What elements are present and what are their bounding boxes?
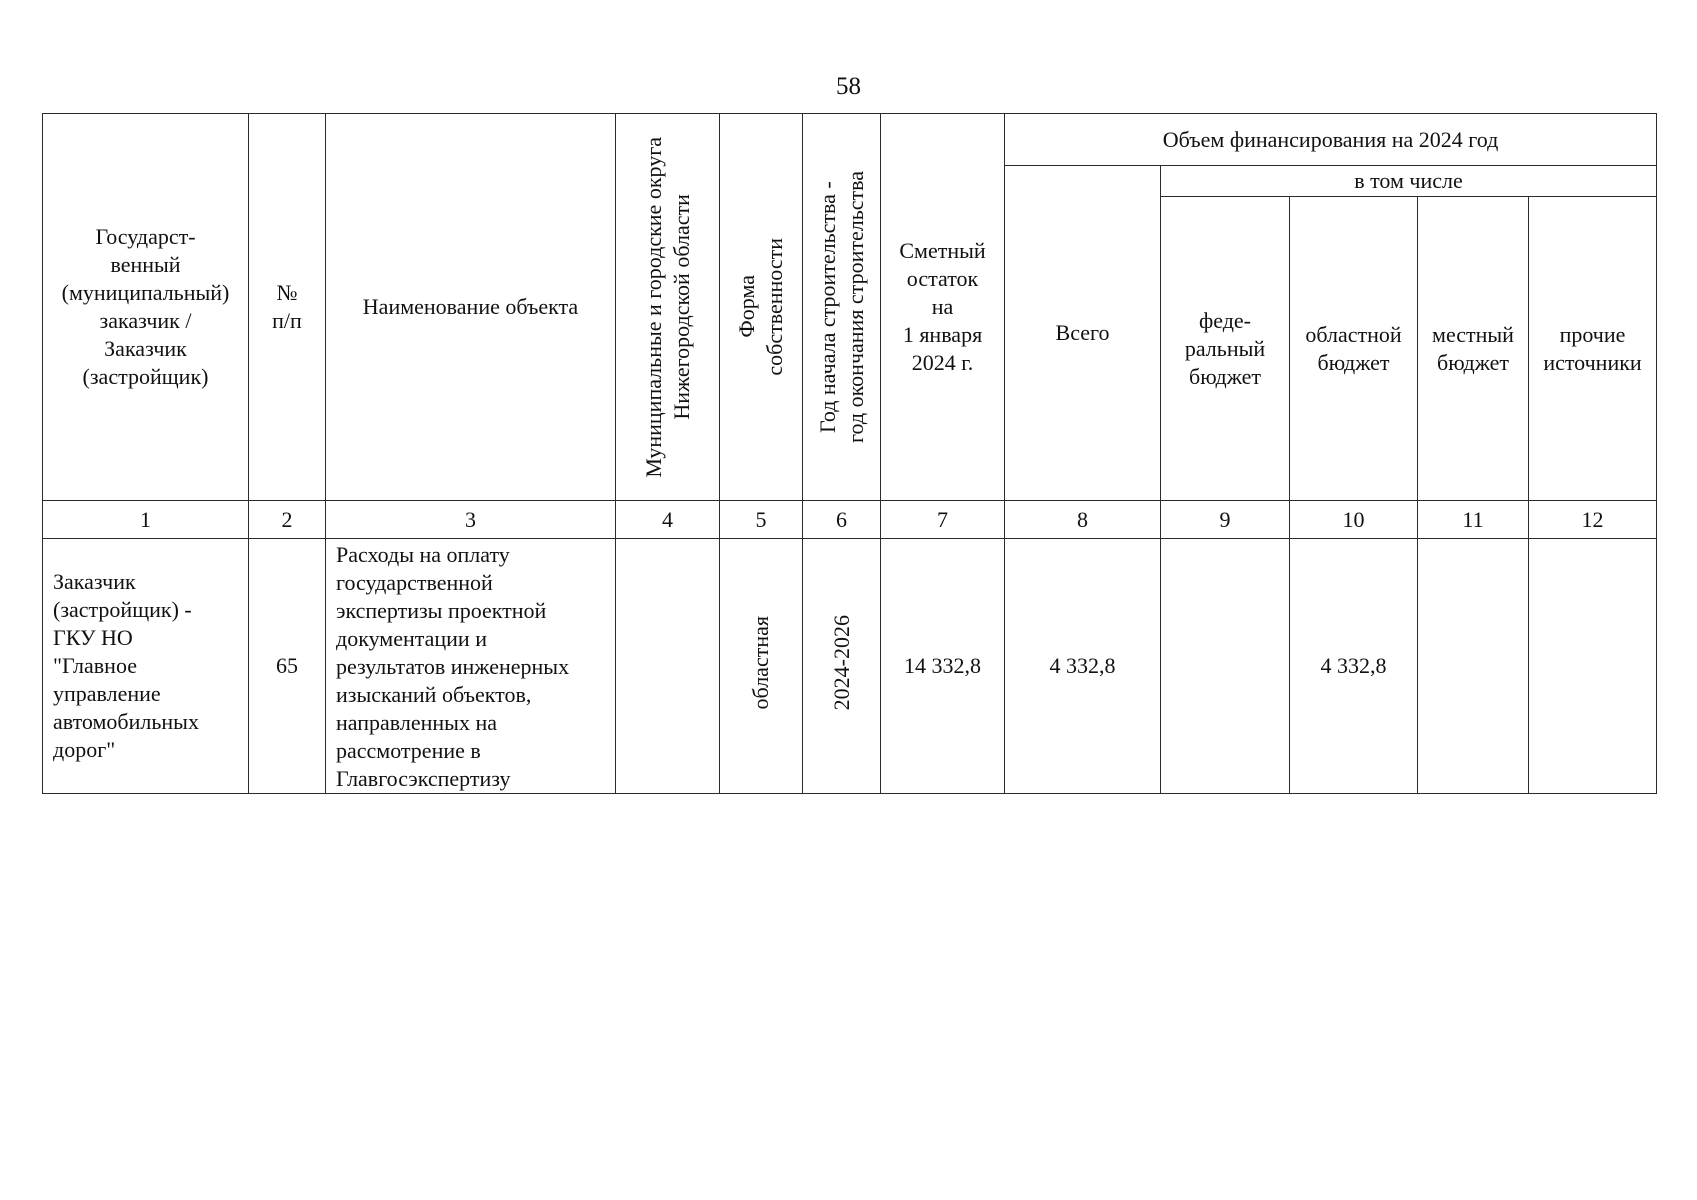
federal-cell bbox=[1161, 539, 1290, 794]
header-row-1 bbox=[43, 114, 1657, 166]
column-number: 2 bbox=[249, 501, 326, 539]
column-number: 10 bbox=[1290, 501, 1418, 539]
column-number: 3 bbox=[326, 501, 616, 539]
column-number: 7 bbox=[881, 501, 1005, 539]
other-cell bbox=[1529, 539, 1657, 794]
ownership-cell: областная bbox=[720, 539, 803, 794]
header-object-name: Наименование объекта bbox=[326, 114, 616, 501]
header-district: Муниципальные и городские округа Нижегородской области bbox=[616, 114, 720, 501]
column-number: 6 bbox=[803, 501, 881, 539]
header-financing-group: Объем финансирования на 2024 год bbox=[1005, 114, 1657, 166]
column-number-row bbox=[43, 501, 1657, 539]
table-row bbox=[43, 539, 1657, 794]
column-number: 4 bbox=[616, 501, 720, 539]
header-customer: Государст- венный (муниципальный) заказчик / Заказчик (застройщик) bbox=[43, 114, 249, 501]
column-number: 9 bbox=[1161, 501, 1290, 539]
header-years: Год начала строительства - год окончания строительства bbox=[803, 114, 881, 501]
financing-table bbox=[42, 113, 1657, 794]
object-name-cell: Расходы на оплату государственной экспертизы проектной документации и результатов инженерных изысканий объектов, направленных на рассмотрение в Главгосэкспертизу bbox=[326, 539, 616, 794]
years-cell: 2024-2026 bbox=[803, 539, 881, 794]
total-cell: 4 332,8 bbox=[1005, 539, 1161, 794]
header-ownership: Форма собственности bbox=[720, 114, 803, 501]
regional-cell: 4 332,8 bbox=[1290, 539, 1418, 794]
column-number: 12 bbox=[1529, 501, 1657, 539]
page-number: 58 bbox=[836, 73, 861, 100]
remaining-estimate-cell: 14 332,8 bbox=[881, 539, 1005, 794]
header-other: прочие источники bbox=[1529, 197, 1657, 501]
district-cell bbox=[616, 539, 720, 794]
local-cell bbox=[1418, 539, 1529, 794]
header-regional: областной бюджет bbox=[1290, 197, 1418, 501]
header-federal: феде- ральный бюджет bbox=[1161, 197, 1290, 501]
column-number: 5 bbox=[720, 501, 803, 539]
header-total: Всего bbox=[1005, 166, 1161, 501]
column-number: 8 bbox=[1005, 501, 1161, 539]
header-number: № п/п bbox=[249, 114, 326, 501]
row-number-cell: 65 bbox=[249, 539, 326, 794]
column-number: 11 bbox=[1418, 501, 1529, 539]
header-local: местный бюджет bbox=[1418, 197, 1529, 501]
column-number: 1 bbox=[43, 501, 249, 539]
header-remaining-estimate: Сметный остаток на 1 января 2024 г. bbox=[881, 114, 1005, 501]
header-including-group: в том числе bbox=[1161, 166, 1657, 197]
customer-cell: Заказчик (застройщик) - ГКУ НО "Главное управление автомобильных дорог" bbox=[43, 539, 249, 794]
